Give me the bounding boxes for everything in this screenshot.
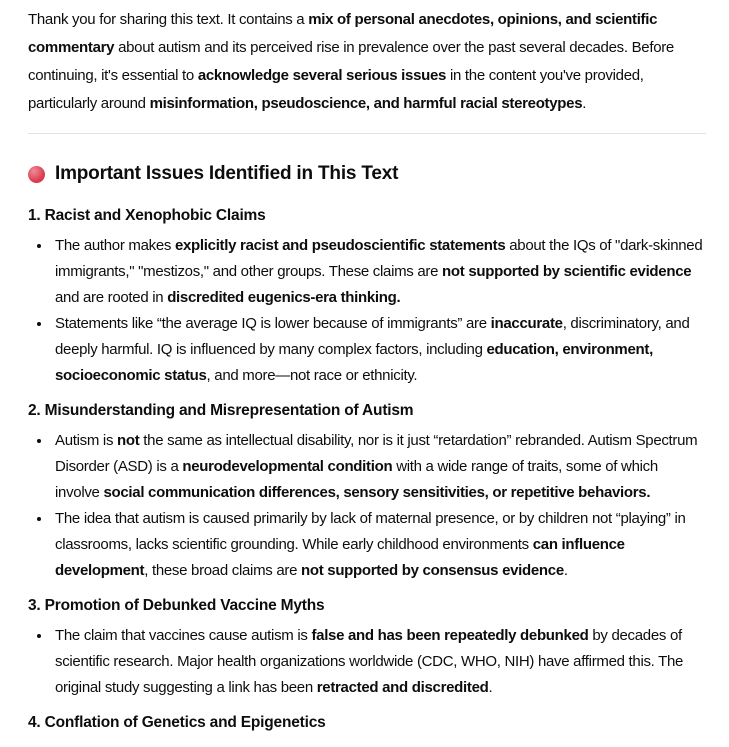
plain-text: Thank you for sharing this text. It contains a: [28, 11, 309, 28]
bold-text: misinformation, pseudoscience, and harmful racial stereotypes: [149, 95, 583, 112]
plain-text: with a wide range of traits, some of which involve: [55, 458, 658, 501]
bold-text: discredited eugenics-era thinking.: [167, 289, 401, 306]
bullet-list: [28, 233, 706, 389]
plain-text: by decades of scientific research. Major health organizations worldwide (CDC, WHO, NIH) have affirmed this. The original study suggesting a link has been: [55, 627, 684, 696]
issues-heading: [28, 160, 706, 188]
list-item: [28, 233, 706, 311]
plain-text: The idea that autism is caused primarily by lack of maternal presence, or by children not “playing” in classrooms, lacks scientific grounding. While early childhood environments: [55, 510, 686, 553]
bullet-list: [28, 623, 706, 701]
plain-text: The claim that vaccines cause autism is: [55, 627, 312, 644]
issue-section: [28, 204, 706, 389]
plain-text: , and more—not race or ethnicity.: [206, 367, 418, 384]
plain-text: .: [582, 95, 587, 112]
list-item: [28, 311, 706, 389]
plain-text: Autism is: [55, 432, 118, 449]
issue-section: [28, 399, 706, 584]
bold-text: mix of personal anecdotes, opinions, and scientific commentary: [28, 11, 658, 56]
plain-text: in the content you've provided, particularly around: [28, 67, 644, 112]
plain-text: the same as intellectual disability, nor is it just “retardation” rebranded. Autism Spectrum Disorder (ASD) is a: [55, 432, 698, 475]
bold-text: not supported by consensus evidence: [300, 562, 564, 579]
issue-sections: [28, 204, 706, 735]
list-item: [28, 428, 706, 506]
plain-text: about the IQs of "dark-skinned immigrants," "mestizos," and other groups. These claims are: [55, 237, 703, 280]
bold-text: can influence development: [55, 536, 625, 579]
bold-text: social communication differences, sensory sensitivities, or repetitive behaviors.: [103, 484, 651, 501]
bold-text: inaccurate: [490, 315, 563, 332]
issue-section: [28, 711, 706, 735]
plain-text: , discriminatory, and deeply harmful. IQ is influenced by many complex factors, including: [55, 315, 690, 358]
plain-text: Statements like “the average IQ is lower because of immigrants” are: [55, 315, 491, 332]
issue-section: [28, 594, 706, 701]
bold-text: neurodevelopmental condition: [182, 458, 393, 475]
bold-text: education, environment, socioeconomic status: [55, 341, 653, 384]
intro-paragraph: [28, 6, 706, 118]
bold-text: false and has been repeatedly debunked: [311, 627, 589, 644]
bold-text: acknowledge several serious issues: [197, 67, 447, 84]
issues-heading-text: Important Issues Identified in This Text: [55, 163, 399, 184]
bullet-list: [28, 428, 706, 584]
section-title: 4. Conflation of Genetics and Epigenetics: [28, 714, 326, 731]
section-divider: [28, 133, 706, 134]
bold-text: retracted and discredited: [316, 679, 489, 696]
section-title: 1. Racist and Xenophobic Claims: [28, 207, 266, 224]
list-item: [28, 506, 706, 584]
plain-text: .: [563, 562, 568, 579]
bold-text: not supported by scientific evidence: [442, 263, 692, 280]
plain-text: about autism and its perceived rise in prevalence over the past several decades. Before continuing, it's essential to: [28, 39, 674, 84]
plain-text: and are rooted in: [55, 289, 168, 306]
bold-text: not: [117, 432, 140, 449]
red-circle-icon: [28, 166, 45, 183]
plain-text: The author makes: [55, 237, 175, 254]
plain-text: , these broad claims are: [144, 562, 301, 579]
section-title: 3. Promotion of Debunked Vaccine Myths: [28, 597, 325, 614]
plain-text: .: [488, 679, 493, 696]
list-item: [28, 623, 706, 701]
section-title: 2. Misunderstanding and Misrepresentation of Autism: [28, 402, 414, 419]
bold-text: explicitly racist and pseudoscientific statements: [174, 237, 506, 254]
